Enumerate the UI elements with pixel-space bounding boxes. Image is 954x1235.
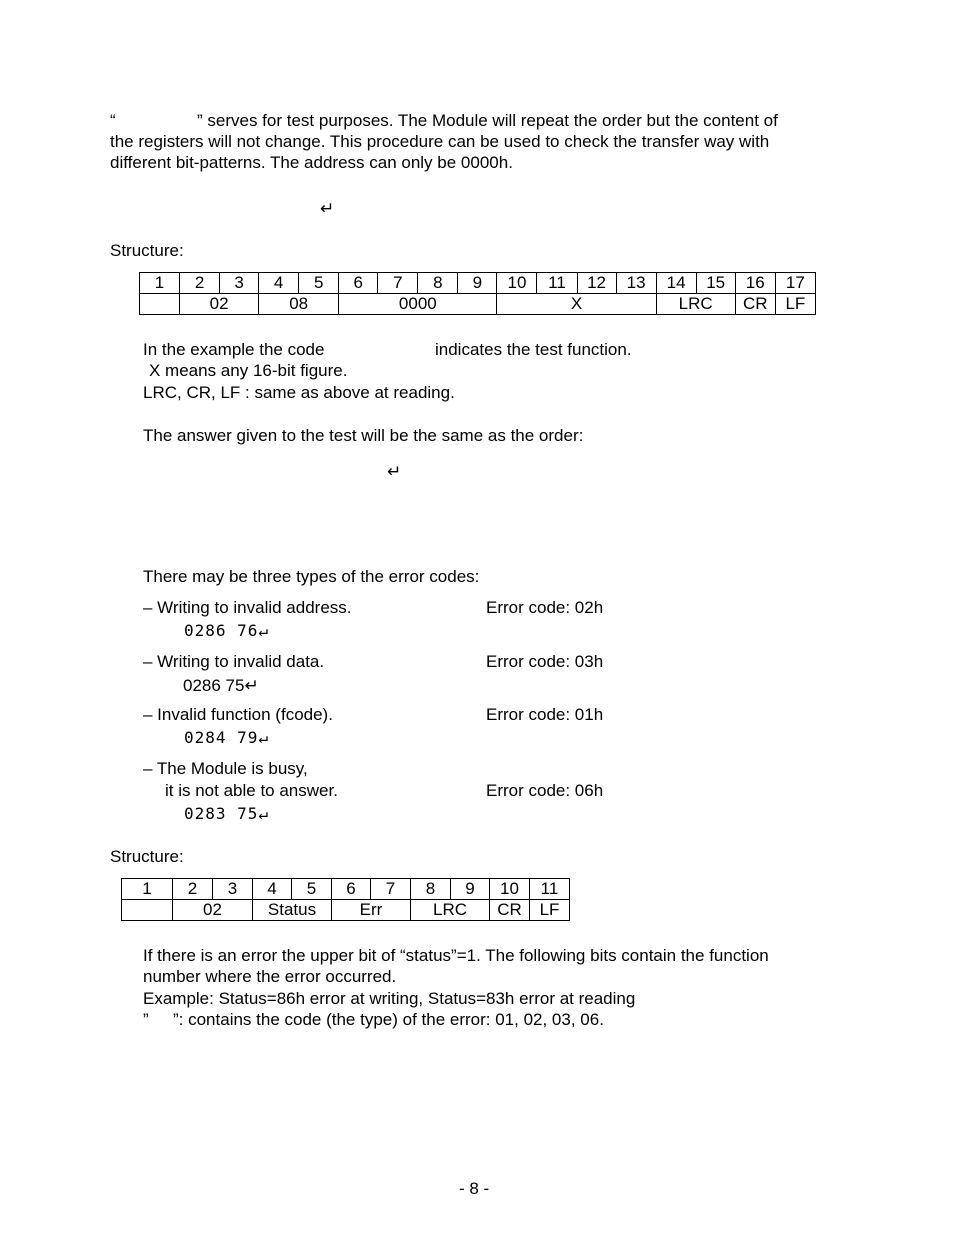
answer-description: The answer given to the test will be the same as the order: xyxy=(143,426,584,445)
header-cell: 3 xyxy=(213,879,253,900)
header-cell: 6 xyxy=(339,273,378,294)
field-cell: 0000 xyxy=(339,294,497,315)
header-cell: 7 xyxy=(371,879,411,900)
header-cell: 17 xyxy=(775,273,815,294)
field-cell: Status xyxy=(253,900,332,921)
error-example: 0286 76↵ xyxy=(184,621,270,640)
header-cell: 13 xyxy=(616,273,656,294)
error-label: – The Module is busy, xyxy=(143,759,308,778)
status-note-line-1: If there is an error the upper bit of “status”=1. The following bits contain the function xyxy=(143,946,769,965)
example-code-suffix: indicates the test function. xyxy=(435,340,632,359)
example-code-prefix: In the example the code xyxy=(143,340,325,359)
intro-line-2: the registers will not change. This procedure can be used to check the transfer way with xyxy=(110,132,770,151)
intro-open-quote: “ xyxy=(110,111,116,130)
error-label: – Writing to invalid address. xyxy=(143,598,352,617)
header-cell: 2 xyxy=(180,273,220,294)
field-cell: 02 xyxy=(173,900,253,921)
header-cell: 5 xyxy=(292,879,332,900)
header-cell: 4 xyxy=(259,273,299,294)
table-header-row xyxy=(122,879,570,900)
header-cell: 9 xyxy=(458,273,497,294)
header-cell: 8 xyxy=(411,879,451,900)
error-code: Error code: 02h xyxy=(486,598,604,617)
error-example: 0286 75↵ xyxy=(183,676,259,695)
header-cell: 10 xyxy=(497,273,537,294)
error-label-continuation: it is not able to answer. xyxy=(165,781,338,800)
frame-structure-table-1 xyxy=(139,272,816,315)
header-cell: 8 xyxy=(418,273,458,294)
page-number: - 8 - xyxy=(459,1179,490,1198)
error-example: 0283 75↵ xyxy=(184,804,270,823)
header-cell: 1 xyxy=(140,273,180,294)
error-types-intro: There may be three types of the error codes: xyxy=(143,567,480,586)
error-example: 0284 79↵ xyxy=(184,728,270,747)
header-cell: 3 xyxy=(220,273,259,294)
error-label: – Invalid function (fcode). xyxy=(143,705,333,724)
err-note: ”: contains the code (the type) of the error: 01, 02, 03, 06. xyxy=(173,1010,604,1029)
field-cell xyxy=(140,294,180,315)
field-cell: CR xyxy=(490,900,530,921)
status-example: Example: Status=86h error at writing, Status=83h error at reading xyxy=(143,989,636,1008)
field-cell: LRC xyxy=(411,900,490,921)
intro-line-1: ” serves for test purposes. The Module will repeat the order but the content of xyxy=(197,111,778,130)
x-description: X means any 16-bit figure. xyxy=(149,361,348,380)
structure-label-2: Structure: xyxy=(110,847,184,866)
status-note-line-2: number where the error occurred. xyxy=(143,967,397,986)
field-cell xyxy=(122,900,173,921)
error-code: Error code: 06h xyxy=(486,781,604,800)
structure-label-1: Structure: xyxy=(110,241,184,260)
carriage-return-icon: ↵ xyxy=(320,199,335,218)
header-cell: 16 xyxy=(735,273,775,294)
header-cell: 11 xyxy=(530,879,570,900)
field-cell: LRC xyxy=(656,294,735,315)
lrc-description: LRC, CR, LF : same as above at reading. xyxy=(143,383,455,402)
error-code: Error code: 03h xyxy=(486,652,604,671)
header-cell: 10 xyxy=(490,879,530,900)
intro-line-3: different bit-patterns. The address can only be 0000h. xyxy=(110,153,513,172)
header-cell: 12 xyxy=(577,273,616,294)
header-cell: 1 xyxy=(122,879,173,900)
field-cell: LF xyxy=(775,294,815,315)
field-cell: X xyxy=(497,294,656,315)
error-label: – Writing to invalid data. xyxy=(143,652,325,671)
header-cell: 9 xyxy=(451,879,490,900)
header-cell: 6 xyxy=(332,879,371,900)
header-cell: 15 xyxy=(696,273,735,294)
header-cell: 5 xyxy=(299,273,339,294)
header-cell: 14 xyxy=(656,273,696,294)
err-note-open-quote: ” xyxy=(143,1010,149,1029)
table-header-row xyxy=(140,273,816,294)
field-cell: CR xyxy=(735,294,775,315)
carriage-return-icon: ↵ xyxy=(387,462,402,481)
field-cell: 08 xyxy=(259,294,339,315)
header-cell: 2 xyxy=(173,879,213,900)
field-cell: 02 xyxy=(180,294,259,315)
field-cell: Err xyxy=(332,900,411,921)
table-field-row xyxy=(122,900,570,921)
table-field-row xyxy=(140,294,816,315)
frame-structure-table-2 xyxy=(121,878,570,921)
error-code: Error code: 01h xyxy=(486,705,604,724)
header-cell: 7 xyxy=(378,273,418,294)
header-cell: 4 xyxy=(253,879,292,900)
field-cell: LF xyxy=(530,900,570,921)
header-cell: 11 xyxy=(537,273,577,294)
